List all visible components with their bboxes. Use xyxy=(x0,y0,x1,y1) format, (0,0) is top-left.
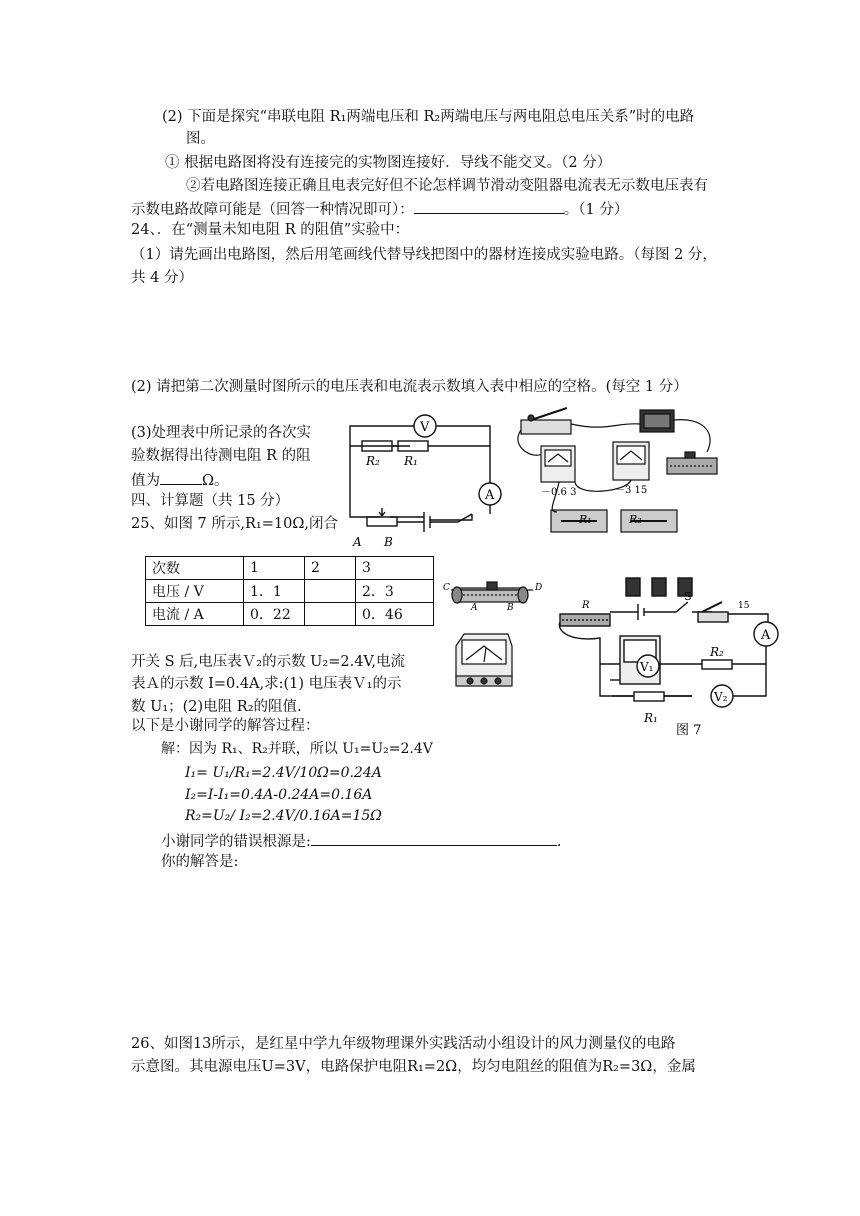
q25-error: 小谢同学的错误根源是: xyxy=(161,834,311,850)
q25-after3: 数 U₁；(2)电阻 R₂的阻值. xyxy=(131,699,302,715)
photo-r1-label: R₁ xyxy=(579,513,592,526)
q22-2-line2: 图。 xyxy=(186,131,215,147)
table-cell: 1．1 xyxy=(244,580,305,603)
fig7-v2-label: V₂ xyxy=(714,690,728,704)
table-header-cell: 次数 xyxy=(146,557,244,580)
photo-r2-label: R₂ xyxy=(629,513,642,526)
table-header-cell: 3 xyxy=(356,557,434,580)
q24-p3b: 验数据得出待测电阻 R 的阻 xyxy=(131,448,311,464)
rheostat-d-label: D xyxy=(535,583,543,593)
error-answer-blank[interactable] xyxy=(311,830,557,846)
q24-p1a: （1）请先画出电路图，然后用笔画线代替导线把图中的器材连接成实验电路。（每图 2 分， xyxy=(131,247,717,263)
table-header-cell: 2 xyxy=(305,557,356,580)
ammeter-scale-label: －0.6 3 xyxy=(541,487,577,498)
q24-head: 24、．在“测量未知电阻 R 的阻值”实验中： xyxy=(131,222,410,238)
section-4-heading: 四、计算题（共 15 分） xyxy=(131,493,290,509)
apparatus-illustration xyxy=(517,402,727,547)
q25-sol2: I₁= U₁/R₁=2.4V/10Ω=0.24A xyxy=(185,765,382,781)
table-cell: 0．46 xyxy=(356,603,434,626)
q24-p1b: 共 4 分） xyxy=(131,270,193,286)
meter-illustration xyxy=(452,632,516,690)
terminal-a-label: A xyxy=(353,535,362,549)
table-row xyxy=(146,603,434,626)
table-cell-blank[interactable] xyxy=(305,580,356,603)
rheostat-b-label: B xyxy=(507,603,514,613)
q25-intro: 25、如图 7 所示,R₁=10Ω,闭合 xyxy=(131,516,338,532)
table-row xyxy=(146,580,434,603)
q26-line1: 26、如图13所示，是红星中学九年级物理课外实践活动小组设计的风力测量仪的电路 xyxy=(131,1036,676,1052)
q22-2-sub2-line2 xyxy=(131,198,628,220)
table-cell: 0．22 xyxy=(244,603,305,626)
fig7-caption: 图 7 xyxy=(676,723,702,738)
table-header-cell: 1 xyxy=(244,557,305,580)
q22-2-sub2: ②若电路图连接正确且电表完好但不论怎样调节滑动变阻器电流表无示数电压表有 xyxy=(186,178,708,194)
data-table xyxy=(145,556,434,626)
q25-after1: 开关 S 后,电压表Ｖ₂的示数 U₂=2.4V,电流 xyxy=(131,654,405,670)
q24-p3c: 值为 xyxy=(131,473,160,489)
q22-2-line1: (2) 下面是探究“串联电阻 R₁两端电压和 R₂两端电压与两电阻总电压关系”时的电路 xyxy=(162,109,695,125)
q25-error-line: 小谢同学的错误根源是: . xyxy=(161,830,562,852)
terminal-b-label: B xyxy=(384,535,393,549)
q22-2-sub2c: 。（1 分） xyxy=(563,202,629,218)
fig7-15-label: 15 xyxy=(738,601,750,611)
fig7-ammeter-label: A xyxy=(761,628,771,643)
q25-process: 以下是小谢同学的解答过程： xyxy=(131,718,320,734)
table-header-row xyxy=(146,557,434,580)
r1-label: R₁ xyxy=(404,454,418,468)
q24-p3d: Ω。 xyxy=(202,473,229,489)
measure-r-circuit-diagram xyxy=(340,412,515,552)
table-cell-blank[interactable] xyxy=(305,603,356,626)
q24-p3a: (3)处理表中所记录的各次实 xyxy=(131,425,312,441)
table-cell: 电流 / A xyxy=(146,603,244,626)
table-cell: 2．3 xyxy=(356,580,434,603)
table-cell: 电压 / V xyxy=(146,580,244,603)
voltmeter-scale-label: －3 15 xyxy=(615,485,648,496)
fault-answer-blank[interactable] xyxy=(414,198,564,214)
resistance-answer-blank[interactable] xyxy=(160,469,202,485)
q25-sol3: I₂=I-I₁=0.4A-0.24A=0.16A xyxy=(185,787,373,803)
fig7-r1-label: R₁ xyxy=(644,711,658,725)
q22-2-sub1: ① 根据电路图将没有连接完的实物图连接好．导线不能交叉。（2 分） xyxy=(165,155,612,171)
fig7-v1-label: V₁ xyxy=(640,660,654,674)
q25-sol1: 解：因为 R₁、R₂并联，所以 U₁=U₂=2.4V xyxy=(161,741,433,757)
r2-label: R₂ xyxy=(366,454,380,468)
fig7-r-label: R xyxy=(582,600,590,611)
fig7-r2-label: R₂ xyxy=(710,645,724,659)
rheostat-illustration xyxy=(443,578,543,612)
q22-2-sub2b: 示数电路故障可能是（回答一种情况即可）： xyxy=(131,202,414,218)
voltmeter-label: V xyxy=(420,420,430,435)
ammeter-label: A xyxy=(485,488,495,503)
q26-line2: 示意图。其电源电压U=3V，电路保护电阻R₁=2Ω，均匀电阻丝的阻值为R₂=3Ω，金属 xyxy=(131,1059,696,1075)
rheostat-c-label: C xyxy=(443,583,450,593)
rheostat-a-label: A xyxy=(471,603,478,613)
fig7-s-label: S xyxy=(684,590,692,603)
figure-7-circuit xyxy=(552,572,784,742)
q24-p2: (2) 请把第二次测量时图所示的电压表和电流表示数填入表中相应的空格。(每空 1 分） xyxy=(131,379,688,395)
q25-after2: 表Ａ的示数 I=0.4A,求:(1) 电压表Ｖ₁的示 xyxy=(131,676,402,692)
q24-p3-line3 xyxy=(131,469,229,491)
q25-sol4: R₂=U₂/ I₂=2.4V/0.16A=15Ω xyxy=(185,808,382,824)
q25-answer: 你的解答是: xyxy=(161,854,239,870)
